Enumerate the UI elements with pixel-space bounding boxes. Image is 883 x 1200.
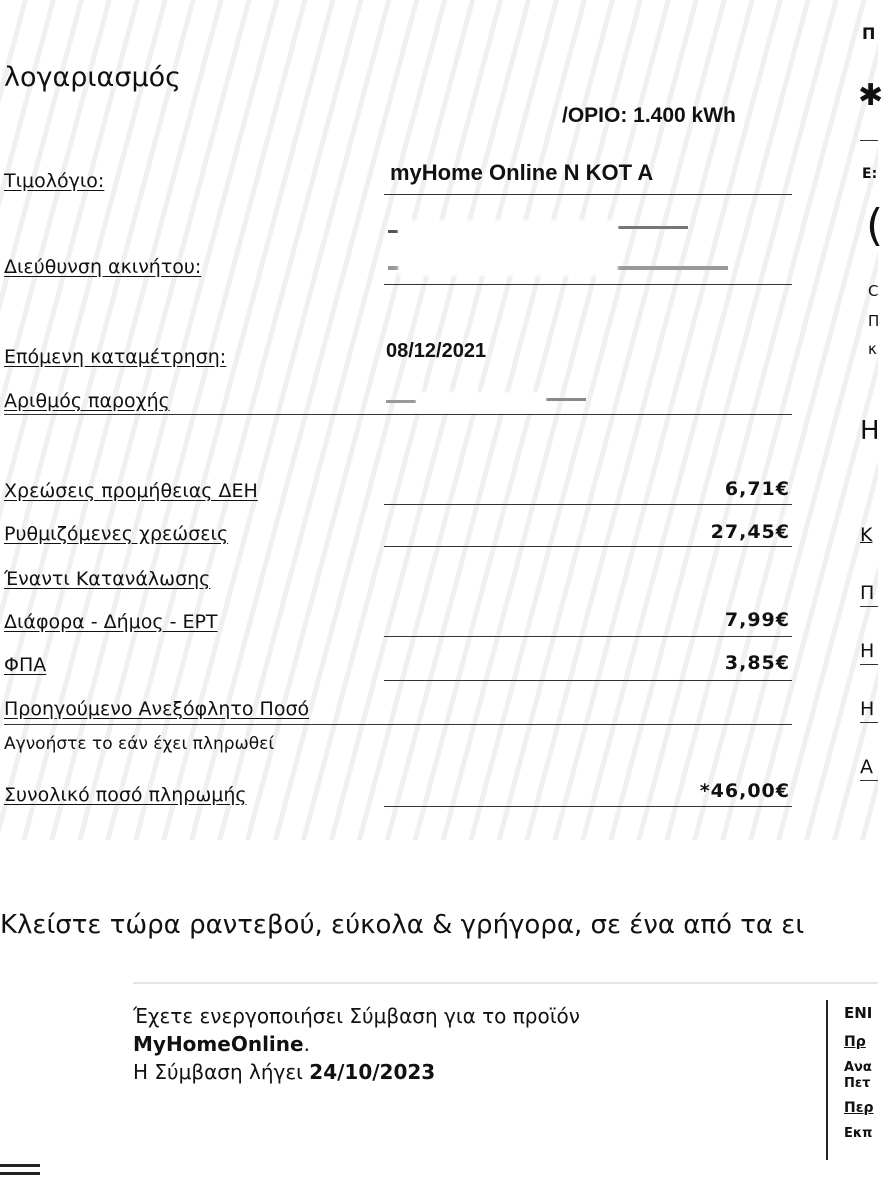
side-char: Π (868, 312, 880, 330)
charge-supply-rule (384, 504, 792, 505)
charge-misc-amount: 7,99€ (724, 609, 790, 631)
contract-line-3 (133, 1060, 435, 1084)
right-col-item: Ανα (844, 1060, 872, 1075)
side-rule (860, 664, 878, 665)
charge-regulated-amount: 27,45€ (710, 521, 790, 543)
next-reading-value: 08/12/2021 (386, 340, 487, 362)
side-char: Π (860, 582, 875, 604)
charge-regulated-rule (384, 546, 792, 547)
side-char: Π (862, 24, 876, 43)
address-value-redacted (388, 222, 718, 282)
tariff-label: Τιμολόγιο: (4, 170, 105, 192)
charge-consumption-label: Έναντι Κατανάλωσης (4, 568, 211, 590)
bill-title: λογαριασμός (4, 62, 182, 93)
side-char: C (868, 282, 879, 300)
charge-supply-amount: 6,71€ (724, 478, 790, 500)
charge-misc-label: Διάφορα - Δήμος - ΕΡΤ (4, 611, 218, 633)
charge-regulated-label: Ρυθμιζόμενες χρεώσεις (4, 523, 229, 545)
side-char: Α (860, 756, 873, 778)
side-char: Η (860, 416, 880, 446)
consumption-limit: /ΟΡΙΟ: 1.400 kWh (562, 104, 736, 127)
total-amount: *46,00€ (699, 780, 790, 802)
charge-vat-amount: 3,85€ (724, 652, 790, 674)
contract-period: . (303, 1032, 310, 1056)
right-col-item: Περ (844, 1100, 874, 1116)
next-reading-label: Επόμενη καταμέτρηση: (4, 346, 227, 368)
right-col-item: Πετ (844, 1076, 871, 1091)
charge-vat-rule (384, 680, 792, 681)
charge-previous-rule (4, 724, 792, 725)
supply-number-rule (4, 414, 792, 415)
total-label: Συνολικό ποσό πληρωμής (4, 784, 247, 806)
contract-expiry-label: Η Σύμβαση λήγει (133, 1060, 310, 1084)
side-rule (860, 606, 878, 607)
side-rule (860, 780, 878, 781)
appointment-cta: Κλείστε τώρα ραντεβού, εύκολα & γρήγορα, σε ένα από τα ει (0, 910, 805, 940)
right-col-item: Πρ (844, 1034, 866, 1050)
footer-divider (826, 1000, 828, 1160)
supply-number-label: Αριθμός παροχής (4, 390, 170, 412)
right-col-item: Εκπ (844, 1126, 873, 1141)
contract-expiry-date: 24/10/2023 (309, 1060, 436, 1084)
charge-supply-label: Χρεώσεις προμήθειας ΔΕΗ (4, 480, 258, 502)
menu-bars-decoration (0, 1164, 40, 1167)
contract-line-1: Έχετε ενεργοποιήσει Σύμβαση για το προϊόν (133, 1004, 580, 1028)
side-char: Ε: (862, 166, 878, 182)
footer-separator (133, 982, 878, 984)
side-rule (860, 722, 878, 723)
tariff-rule (384, 194, 792, 195)
side-char: κ (868, 340, 877, 358)
side-star: ✱ (858, 78, 883, 113)
side-char: Η (860, 698, 875, 720)
address-label: Διεύθυνση ακινήτου: (4, 256, 202, 278)
side-char: ( (866, 200, 883, 251)
supply-number-redacted (386, 392, 626, 412)
ignore-if-paid-note: Αγνοήστε το εάν έχει πληρωθεί (4, 734, 275, 754)
charge-previous-label: Προηγούμενο Ανεξόφλητο Ποσό (4, 698, 310, 720)
total-rule (384, 806, 792, 807)
side-char: Η (860, 640, 875, 662)
side-rule (860, 140, 878, 141)
contract-line-2 (133, 1032, 310, 1056)
contract-product: MyHomeOnline (133, 1032, 304, 1056)
side-char: Κ (860, 524, 873, 546)
charge-vat-label: ΦΠΑ (4, 654, 47, 676)
right-col-heading: ΕΝΙ (844, 1004, 873, 1022)
tariff-value: myHome Online N KOT A (390, 160, 654, 185)
address-rule (384, 284, 792, 285)
menu-bars-decoration (0, 1172, 40, 1175)
charge-misc-rule (384, 636, 792, 637)
